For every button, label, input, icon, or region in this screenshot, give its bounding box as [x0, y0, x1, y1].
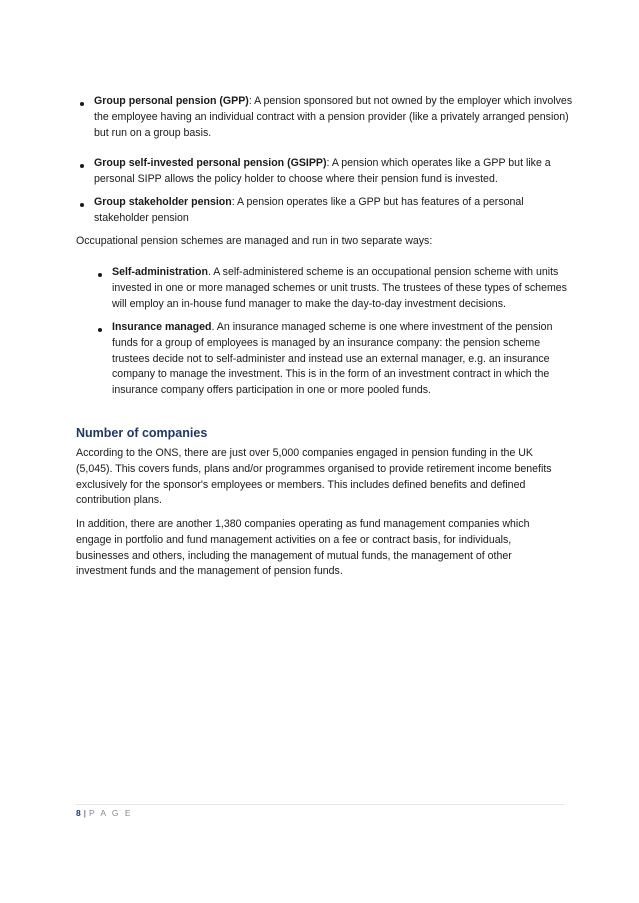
bullet-term: Group stakeholder pension: [94, 196, 232, 208]
bullet-term: Insurance managed: [112, 321, 212, 333]
section-paragraph: In addition, there are another 1,380 companies operating as fund management companies which engage in portfolio and fund management activities on a fee or contract basis, for individuals, businesses and others, including the management of mutual funds, the management of other investment funds and the management of pension funds.: [76, 518, 530, 578]
bullet-marker: [80, 102, 84, 106]
section-heading: Number of companies: [76, 426, 208, 440]
bullet-text: : A pension sponsored but not owned by the employer which involves the employee having an individual contract with a pension provider (like a privately arranged pension) but run on a group basis.: [94, 95, 573, 139]
page-word: P A G E: [88, 808, 133, 818]
section-paragraph: According to the ONS, there are just over 5,000 companies engaged in pension funding in the UK (5,045). This covers funds, plans and/or programmes organised to provide retirement income benefits exclusively for the sponsor's employees or members. This includes defined benefits and defined contribution plans.: [76, 447, 552, 507]
bullet-marker: [98, 273, 102, 277]
bullet-item-gpp: [94, 94, 574, 141]
footer-divider: [76, 804, 564, 805]
bullet-marker: [80, 203, 84, 207]
bullet-item-insurance-managed: [112, 320, 568, 399]
bullet-item-stakeholder: [94, 195, 534, 227]
footer-separator: |: [83, 808, 86, 818]
bullet-term: Self-administration: [112, 266, 208, 278]
bullet-marker: [80, 164, 84, 168]
bullet-item-self-administration: [112, 265, 568, 312]
bullet-text: . A self-administered scheme is an occupational pension scheme with units invested in one or more managed schemes or unit trusts. The trustees of these types of schemes will employ an in-house fund manager to make the day-to-day investment decisions.: [112, 266, 567, 310]
page-footer: [76, 808, 133, 818]
bullet-term: Group personal pension (GPP): [94, 95, 249, 107]
page-number: 8: [76, 808, 81, 818]
bullet-text: : A pension operates like a GPP but has features of a personal stakeholder pension: [94, 196, 524, 224]
bullet-term: Group self-invested personal pension (GSIPP): [94, 157, 327, 169]
bullet-item-gsipp: [94, 156, 552, 188]
bullet-marker: [98, 328, 102, 332]
bullet-text: . An insurance managed scheme is one where investment of the pension funds for a group of employees is managed by an insurance company: the pension scheme trustees decide not to self-administer and instead use an external manager, e.g. an insurance company to manage the investment. This is in the form of an investment contract in which the insurance company offers participation in one or more pooled funds.: [112, 321, 553, 397]
occupational-intro: Occupational pension schemes are managed and run in two separate ways:: [76, 235, 433, 247]
bullet-text: : A pension which operates like a GPP but like a personal SIPP allows the policy holder to choose where their pension fund is invested.: [94, 157, 551, 185]
